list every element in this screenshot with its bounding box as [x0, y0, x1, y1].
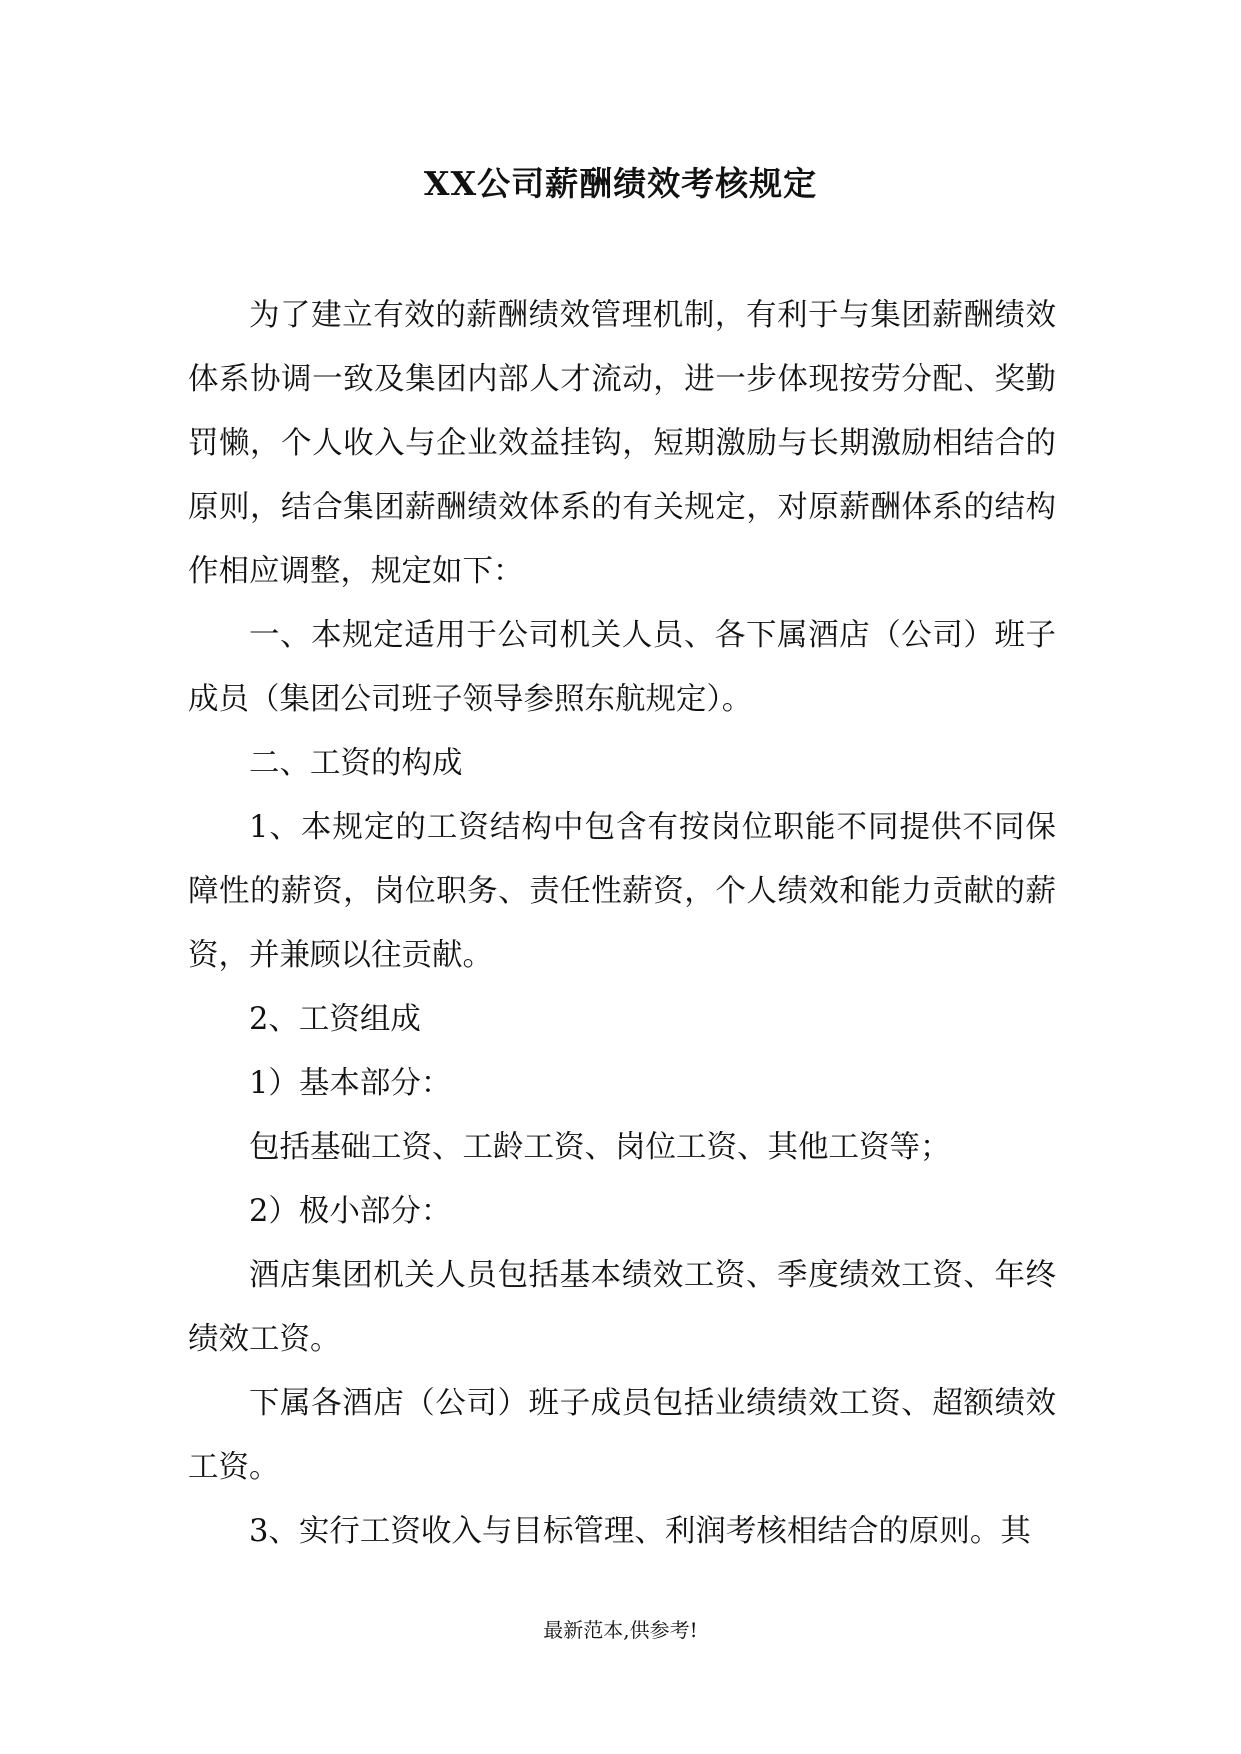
- page-footer: 最新范本,供参考!: [543, 1618, 698, 1642]
- paragraph-intro: 为了建立有效的薪酬绩效管理机制，有利于与集团薪酬绩效体系协调一致及集团内部人才流动，进一步体现按劳分配、奖勤罚懒，个人收入与企业效益挂钩，短期激励与长期激励相结合的原则，结合集团薪酬绩效体系的有关规定，对原薪酬体系的结构作相应调整，规定如下：: [188, 298, 1056, 589]
- section-heading-salary-composition: 二、工资的构成: [249, 746, 463, 781]
- document-title: XX公司薪酬绩效考核规定: [423, 164, 818, 203]
- paragraph-scope: 一、本规定适用于公司机关人员、各下属酒店（公司）班子成员（集团公司班子领导参照东航规定）。: [188, 618, 1056, 717]
- paragraph-salary-structure: 1、本规定的工资结构中包含有按岗位职能不同提供不同保障性的薪资，岗位职务、责任性薪资，个人绩效和能力贡献的薪资，并兼顾以往贡献。: [188, 810, 1056, 973]
- paragraph-subsidiary-team-pay: 下属各酒店（公司）班子成员包括业绩绩效工资、超额绩效工资。: [188, 1386, 1056, 1485]
- paragraph-basic-part-items: 包括基础工资、工龄工资、岗位工资、其他工资等；: [249, 1130, 951, 1165]
- subheading-salary-components: 2、工资组成: [249, 1002, 421, 1037]
- paragraph-target-management: 3、实行工资收入与目标管理、利润考核相结合的原则。其: [249, 1514, 1031, 1549]
- paragraph-hq-staff-pay: 酒店集团机关人员包括基本绩效工资、季度绩效工资、年终绩效工资。: [188, 1258, 1056, 1357]
- subheading-small-part: 2）极小部分：: [249, 1194, 452, 1229]
- subheading-basic-part: 1）基本部分：: [249, 1066, 452, 1101]
- document-body: [188, 284, 1056, 1564]
